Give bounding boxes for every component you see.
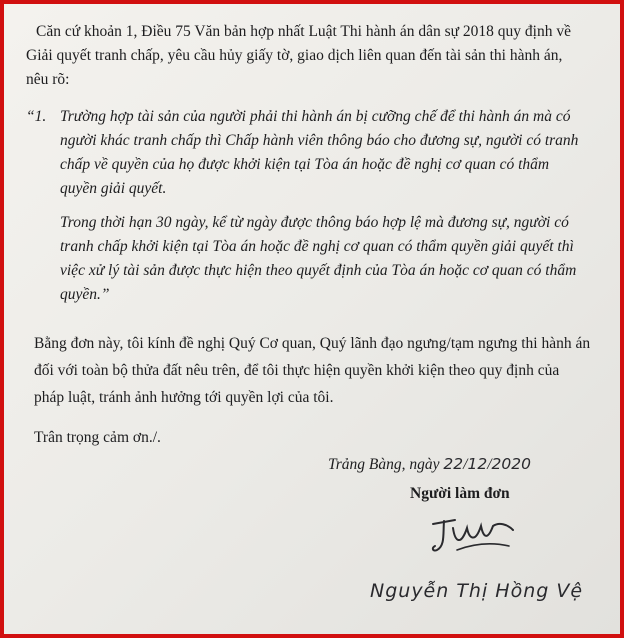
intro-line-1: Căn cứ khoản 1, Điều 75 Văn bản hợp nhất Luật Thi hành án dân sự 2018 quy định về	[36, 23, 571, 40]
quote-marker: “1.	[26, 108, 47, 125]
quote-line-4: quyền giải quyết.	[60, 180, 167, 197]
signer-title: Người làm đơn	[410, 485, 510, 502]
signer-name: Nguyễn Thị Hồng Vệ	[370, 580, 584, 602]
quote-line-6: tranh chấp khởi kiện tại Tòa án hoặc đề nghị cơ quan có thẩm quyền giải quyết thì	[60, 238, 574, 255]
quote-line-2: người khác tranh chấp thì Chấp hành viên thông báo cho đương sự, người có tranh	[60, 132, 579, 149]
request-line-1: Bằng đơn này, tôi kính đề nghị Quý Cơ quan, Quý lãnh đạo ngưng/tạm ngưng thi hành án	[34, 335, 591, 352]
document-page	[8, 8, 624, 638]
quote-line-3: chấp về quyền của họ được khởi kiện tại Tòa án hoặc đề nghị cơ quan có thẩm	[60, 156, 550, 173]
date-line: Trảng Bàng, ngày 22/12/2020	[328, 455, 531, 473]
signature-mark	[429, 512, 519, 562]
date-month: 12	[467, 455, 488, 473]
quote-line-7: việc xử lý tài sản được thực hiện theo quyết định của Tòa án hoặc cơ quan có thẩm	[60, 262, 577, 279]
date-prefix: Trảng Bàng, ngày	[328, 456, 440, 473]
closing-line: Trân trọng cảm ơn./.	[34, 429, 161, 446]
intro-line-3: nêu rõ:	[26, 71, 70, 88]
date-day: 22	[443, 455, 464, 473]
request-line-2: đối với toàn bộ thửa đất nêu trên, để tôi thực hiện quyền khởi kiện theo quy định của	[34, 362, 560, 379]
quote-line-8: quyền.”	[60, 286, 110, 303]
quote-line-5: Trong thời hạn 30 ngày, kể từ ngày được thông báo hợp lệ mà đương sự, người có	[60, 214, 569, 231]
request-line-3: pháp luật, tránh ảnh hưởng tới quyền lợi của tôi.	[34, 389, 334, 406]
intro-line-2: Giải quyết tranh chấp, yêu cầu hủy giấy tờ, giao dịch liên quan đến tài sản thi hành án,	[26, 47, 563, 64]
quote-line-1: Trường hợp tài sản của người phải thi hành án bị cưỡng chế để thi hành án mà có	[60, 108, 571, 125]
date-year: 2020	[491, 455, 531, 473]
